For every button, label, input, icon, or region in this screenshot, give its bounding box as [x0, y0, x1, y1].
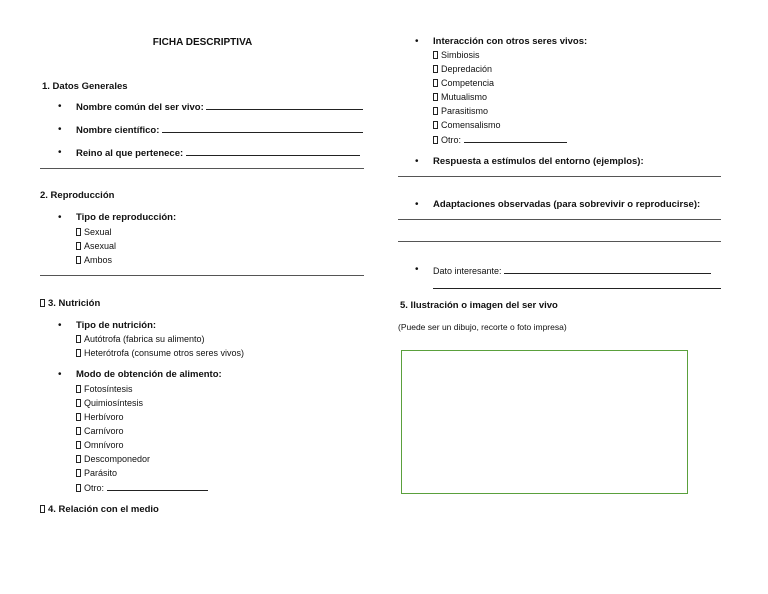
checkbox-icon[interactable]: [76, 455, 81, 463]
common-name-field[interactable]: [76, 101, 363, 113]
option-label: Comensalismo: [441, 120, 501, 130]
interaction-label: Interacción con otros seres vivos:: [433, 36, 588, 47]
option-label: Fotosíntesis: [84, 384, 133, 394]
checkbox-icon[interactable]: [433, 93, 438, 101]
option-fotosintesis[interactable]: [76, 384, 133, 394]
option-label: Depredación: [441, 64, 493, 74]
otro-blank[interactable]: [464, 134, 567, 143]
section-4-heading: [40, 504, 159, 515]
bullet-icon: •: [58, 147, 62, 158]
checkbox-icon[interactable]: [76, 484, 81, 492]
option-label: Carnívoro: [84, 426, 124, 436]
fun-fact-blank[interactable]: [504, 265, 711, 274]
option-label: Otro:: [84, 483, 107, 493]
checkbox-icon[interactable]: [76, 399, 81, 407]
bullet-icon: •: [58, 101, 62, 112]
nutrition-type-label: Tipo de nutrición:: [76, 320, 157, 331]
option-label: Sexual: [84, 227, 112, 237]
common-name-label: Nombre común del ser vivo:: [76, 102, 207, 113]
option-omnivoro[interactable]: [76, 440, 124, 450]
option-otro-feeding[interactable]: [76, 482, 208, 493]
bullet-icon: •: [415, 199, 419, 210]
stimulus-answer-line[interactable]: [398, 176, 721, 177]
adaptations-label: Adaptaciones observadas (para sobrevivir o reproducirse):: [433, 199, 701, 210]
option-parasitismo[interactable]: [433, 106, 488, 116]
kingdom-field[interactable]: [76, 147, 360, 159]
illustration-frame[interactable]: [401, 350, 688, 494]
section-2-heading: 2. Reproducción: [40, 190, 115, 201]
bullet-icon: •: [415, 156, 419, 167]
kingdom-blank[interactable]: [186, 147, 360, 156]
box-icon: [40, 505, 45, 513]
option-herbivoro[interactable]: [76, 412, 124, 422]
option-label: Otro:: [441, 135, 464, 145]
option-heterotrofa[interactable]: [76, 348, 244, 358]
divider: [40, 275, 364, 276]
option-parasito[interactable]: [76, 468, 117, 478]
section-3-heading: [40, 298, 100, 309]
option-quimiosintesis[interactable]: [76, 398, 143, 408]
feeding-mode-label: Modo de obtención de alimento:: [76, 369, 222, 380]
checkbox-icon[interactable]: [76, 469, 81, 477]
option-ambos[interactable]: [76, 255, 112, 265]
option-descomponedor[interactable]: [76, 454, 150, 464]
checkbox-icon[interactable]: [433, 51, 438, 59]
option-label: Parasitismo: [441, 106, 489, 116]
option-depredacion[interactable]: [433, 64, 492, 74]
option-label: Competencia: [441, 78, 495, 88]
divider: [40, 168, 364, 169]
bullet-icon: •: [58, 212, 62, 223]
checkbox-icon[interactable]: [433, 65, 438, 73]
checkbox-icon[interactable]: [433, 121, 438, 129]
adaptations-answer-line[interactable]: [398, 219, 721, 220]
section-3-title: 3. Nutrición: [48, 298, 101, 309]
checkbox-icon[interactable]: [433, 107, 438, 115]
option-label: Simbiosis: [441, 50, 480, 60]
checkbox-icon[interactable]: [76, 228, 81, 236]
checkbox-icon[interactable]: [76, 427, 81, 435]
stimulus-label: Respuesta a estímulos del entorno (ejemplos):: [433, 156, 644, 167]
bullet-icon: •: [58, 320, 62, 331]
option-label: Parásito: [84, 468, 118, 478]
option-carnivoro[interactable]: [76, 426, 124, 436]
section-4-title: 4. Relación con el medio: [48, 504, 159, 515]
bullet-icon: •: [58, 369, 62, 380]
kingdom-label: Reino al que pertenece:: [76, 148, 186, 159]
section-5-heading: 5. Ilustración o imagen del ser vivo: [400, 300, 558, 311]
reproduction-type-label: Tipo de reproducción:: [76, 212, 177, 223]
checkbox-icon[interactable]: [76, 335, 81, 343]
option-label: Autótrofa (fabrica su alimento): [84, 334, 205, 344]
section-1-heading: 1. Datos Generales: [42, 81, 128, 92]
option-label: Quimiosíntesis: [84, 398, 144, 408]
scientific-name-label: Nombre científico:: [76, 125, 163, 136]
option-label: Herbívoro: [84, 412, 124, 422]
checkbox-icon[interactable]: [76, 242, 81, 250]
fun-fact-field[interactable]: [433, 265, 711, 276]
bullet-icon: •: [415, 36, 419, 47]
option-autotrofa[interactable]: [76, 334, 205, 344]
option-otro-interaction[interactable]: [433, 134, 567, 145]
checkbox-icon[interactable]: [76, 385, 81, 393]
scientific-name-blank[interactable]: [162, 124, 363, 133]
otro-blank[interactable]: [107, 482, 208, 491]
option-label: Descomponedor: [84, 454, 151, 464]
option-label: Heterótrofa (consume otros seres vivos): [84, 348, 245, 358]
option-simbiosis[interactable]: [433, 50, 480, 60]
option-sexual[interactable]: [76, 227, 112, 237]
fun-fact-line-2[interactable]: [433, 288, 721, 289]
option-asexual[interactable]: [76, 241, 116, 251]
bullet-icon: •: [58, 124, 62, 135]
checkbox-icon[interactable]: [76, 413, 81, 421]
page-title: FICHA DESCRIPTIVA: [152, 37, 253, 48]
option-label: Ambos: [84, 255, 113, 265]
scientific-name-field[interactable]: [76, 124, 363, 136]
checkbox-icon[interactable]: [76, 441, 81, 449]
option-competencia[interactable]: [433, 78, 494, 88]
checkbox-icon[interactable]: [433, 79, 438, 87]
checkbox-icon[interactable]: [76, 256, 81, 264]
checkbox-icon[interactable]: [433, 136, 438, 144]
option-label: Asexual: [84, 241, 117, 251]
box-icon: [40, 299, 45, 307]
section-5-note: (Puede ser un dibujo, recorte o foto impresa): [398, 322, 567, 332]
fun-fact-label: Dato interesante:: [433, 266, 505, 276]
adaptations-answer-line-2[interactable]: [398, 241, 721, 242]
option-label: Mutualismo: [441, 92, 488, 102]
bullet-icon: •: [415, 264, 419, 275]
option-label: Omnívoro: [84, 440, 124, 450]
common-name-blank[interactable]: [206, 101, 363, 110]
option-comensalismo[interactable]: [433, 120, 501, 130]
checkbox-icon[interactable]: [76, 349, 81, 357]
option-mutualismo[interactable]: [433, 92, 487, 102]
